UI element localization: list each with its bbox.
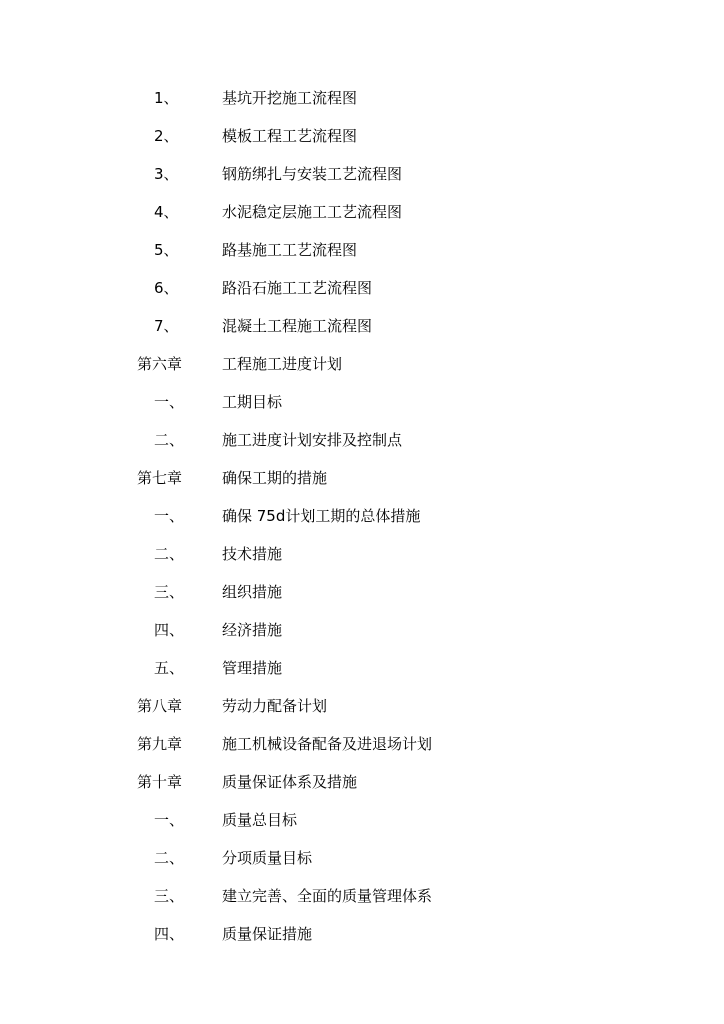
item-title: 管理措施	[222, 659, 283, 677]
item-number: 二、	[154, 849, 185, 867]
item-title: 组织措施	[222, 583, 283, 601]
chapter-number: 第六章	[137, 355, 183, 373]
item-number: 四、	[154, 925, 185, 943]
toc-item-row	[0, 269, 724, 307]
item-number: 1、	[154, 89, 179, 107]
toc-chapter-row	[0, 345, 724, 383]
item-number: 二、	[154, 545, 185, 563]
table-of-contents	[0, 79, 724, 953]
toc-item-row	[0, 649, 724, 687]
item-title: 施工进度计划安排及控制点	[222, 431, 403, 449]
item-number: 一、	[154, 393, 185, 411]
chapter-number: 第九章	[137, 735, 183, 753]
item-title: 质量总目标	[222, 811, 298, 829]
chapter-title: 施工机械设备配备及进退场计划	[222, 735, 433, 753]
item-title: 建立完善、全面的质量管理体系	[222, 887, 433, 905]
item-number: 4、	[154, 203, 179, 221]
item-title: 水泥稳定层施工工艺流程图	[222, 203, 403, 221]
toc-item-row	[0, 383, 724, 421]
item-number: 3、	[154, 165, 179, 183]
item-title: 混凝土工程施工流程图	[222, 317, 373, 335]
item-number: 一、	[154, 507, 185, 525]
item-number: 三、	[154, 583, 185, 601]
item-title: 路基施工工艺流程图	[222, 241, 358, 259]
toc-item-row	[0, 231, 724, 269]
item-title: 模板工程工艺流程图	[222, 127, 358, 145]
toc-item-row	[0, 193, 724, 231]
toc-item-row	[0, 155, 724, 193]
item-number: 6、	[154, 279, 179, 297]
item-title: 钢筋绑扎与安装工艺流程图	[222, 165, 403, 183]
item-title: 基坑开挖施工流程图	[222, 89, 358, 107]
chapter-title: 确保工期的措施	[222, 469, 328, 487]
toc-item-row	[0, 535, 724, 573]
item-number: 四、	[154, 621, 185, 639]
chapter-title: 质量保证体系及措施	[222, 773, 358, 791]
chapter-title: 工程施工进度计划	[222, 355, 343, 373]
item-title: 工期目标	[222, 393, 283, 411]
chapter-number: 第十章	[137, 773, 183, 791]
item-title: 质量保证措施	[222, 925, 313, 943]
toc-chapter-row	[0, 687, 724, 725]
toc-item-row	[0, 915, 724, 953]
item-number: 一、	[154, 811, 185, 829]
item-title: 技术措施	[222, 545, 283, 563]
toc-chapter-row	[0, 725, 724, 763]
chapter-number: 第七章	[137, 469, 183, 487]
item-number: 7、	[154, 317, 179, 335]
toc-item-row	[0, 877, 724, 915]
toc-item-row	[0, 839, 724, 877]
toc-chapter-row	[0, 459, 724, 497]
item-title: 经济措施	[222, 621, 283, 639]
item-title: 分项质量目标	[222, 849, 313, 867]
toc-item-row	[0, 573, 724, 611]
item-title: 确保 75d计划工期的总体措施	[222, 507, 421, 525]
toc-item-row	[0, 79, 724, 117]
toc-item-row	[0, 307, 724, 345]
item-number: 二、	[154, 431, 185, 449]
toc-item-row	[0, 117, 724, 155]
toc-chapter-row	[0, 763, 724, 801]
chapter-title: 劳动力配备计划	[222, 697, 328, 715]
toc-item-row	[0, 497, 724, 535]
chapter-number: 第八章	[137, 697, 183, 715]
item-number: 5、	[154, 241, 179, 259]
item-number: 五、	[154, 659, 185, 677]
toc-item-row	[0, 801, 724, 839]
item-number: 2、	[154, 127, 179, 145]
item-number: 三、	[154, 887, 185, 905]
item-title: 路沿石施工工艺流程图	[222, 279, 373, 297]
toc-item-row	[0, 421, 724, 459]
toc-item-row	[0, 611, 724, 649]
